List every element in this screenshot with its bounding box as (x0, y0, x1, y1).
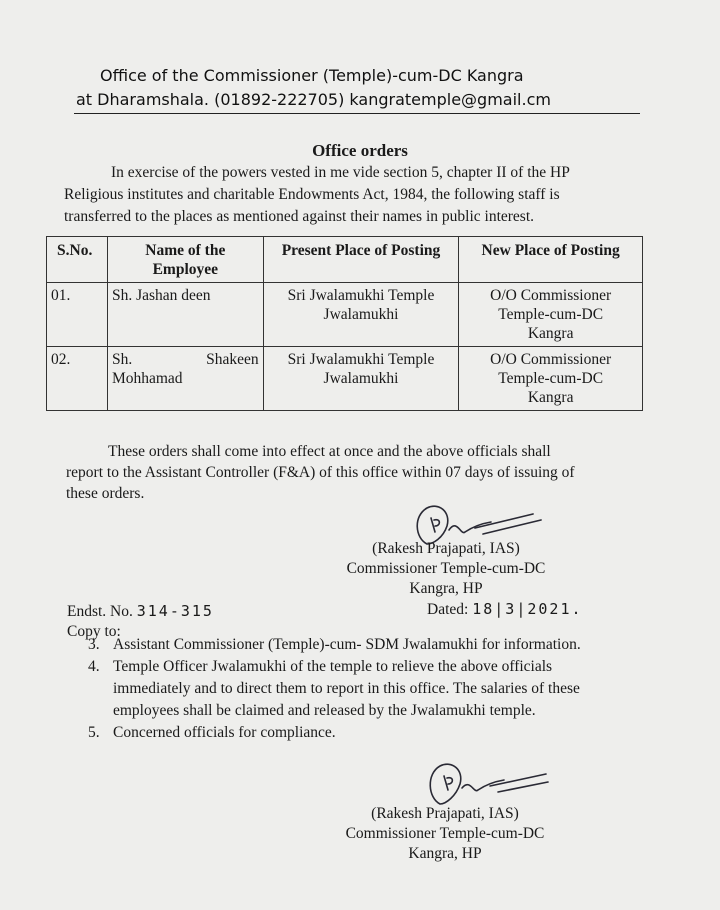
dated-value: 18|3|2021. (472, 600, 583, 618)
cell-name (107, 283, 263, 347)
list-item (88, 634, 653, 656)
new-line-3: Kangra (527, 325, 574, 342)
copy-to-label: Copy to: (67, 623, 121, 640)
intro-line: Religious institutes and charitable Endowments Act, 1984, the following staff is (64, 186, 560, 203)
signatory-name: (Rakesh Prajapati, IAS) (372, 540, 520, 557)
cell-present (263, 283, 459, 347)
column-header-present: Present Place of Posting (263, 237, 459, 283)
list-item-number: 4. (88, 658, 100, 675)
intro-paragraph (64, 162, 644, 228)
signatory-name: (Rakesh Prajapati, IAS) (371, 805, 519, 822)
letterhead-divider (74, 113, 640, 114)
list-item-text: employees shall be claimed and released by the Jwalamukhi temple. (113, 702, 536, 719)
column-header-name-line-2: Employee (152, 261, 219, 278)
present-line-1: Sri Jwalamukhi Temple (287, 287, 435, 304)
endorsement-label: Endst. No. (67, 603, 133, 620)
cell-sno: 01. (47, 283, 108, 347)
letterhead-line-2: at Dharamshala. (01892-222705) kangratemple@gmail.cm (76, 90, 551, 109)
letterhead (76, 64, 646, 112)
list-item (88, 656, 653, 722)
dated-field (427, 599, 583, 620)
column-header-name-line-1: Name of the (145, 242, 226, 259)
effect-line: these orders. (66, 485, 145, 502)
document-title: Office orders (312, 141, 408, 160)
column-header-new: New Place of Posting (459, 237, 643, 283)
effect-line: These orders shall come into effect at once and the above officials shall (108, 443, 551, 460)
signatory-designation: Commissioner Temple-cum-DC (346, 560, 546, 577)
effect-line: report to the Assistant Controller (F&A) of this office within 07 days of issuing of (66, 464, 575, 481)
column-header-sno: S.No. (47, 237, 108, 283)
new-line-1: O/O Commissioner (490, 287, 612, 304)
effect-paragraph (66, 441, 648, 504)
signatory-place: Kangra, HP (409, 580, 483, 597)
list-item-text: Concerned officials for compliance. (113, 724, 336, 741)
signatory-designation: Commissioner Temple-cum-DC (345, 825, 545, 842)
list-item-text: immediately and to direct them to report in this office. The salaries of these (113, 680, 580, 697)
letterhead-line-1: Office of the Commissioner (Temple)-cum-DC Kangra (100, 66, 524, 85)
intro-line: transferred to the places as mentioned against their names in public interest. (64, 208, 535, 225)
signature-block-1 (330, 539, 562, 599)
employee-name: Sh. Jashan deen (111, 287, 211, 304)
column-header-name (107, 237, 263, 283)
list-item-text: Temple Officer Jwalamukhi of the temple to relieve the above officials (113, 658, 553, 675)
cell-present (263, 347, 459, 411)
cell-new (459, 283, 643, 347)
endorsement-value: 314-315 (136, 602, 214, 620)
list-item-number: 5. (88, 724, 100, 741)
list-item-number: 3. (88, 636, 100, 653)
cell-new (459, 347, 643, 411)
endorsement-number (67, 601, 214, 622)
dated-label: Dated: (427, 601, 469, 618)
list-item (88, 722, 653, 744)
present-line-1: Sri Jwalamukhi Temple (287, 351, 435, 368)
cell-sno: 02. (47, 347, 108, 411)
present-line-2: Jwalamukhi (323, 370, 399, 387)
present-line-2: Jwalamukhi (323, 306, 399, 323)
signature-block-2 (320, 804, 570, 864)
table-row (47, 283, 643, 347)
new-line-1: O/O Commissioner (490, 351, 612, 368)
table-header-row (47, 237, 643, 283)
new-line-2: Temple-cum-DC (498, 306, 604, 323)
list-item-text: Assistant Commissioner (Temple)-cum- SDM Jwalamukhi for information. (113, 636, 581, 653)
cell-name (107, 347, 263, 411)
new-line-3: Kangra (527, 389, 574, 406)
transfer-table (46, 236, 643, 411)
employee-name-part: Shakeen (206, 351, 259, 368)
new-line-2: Temple-cum-DC (498, 370, 604, 387)
signatory-place: Kangra, HP (408, 845, 482, 862)
table-row (47, 347, 643, 411)
copy-list (88, 634, 653, 744)
employee-name-part: Mohhamad (111, 370, 183, 387)
intro-line: In exercise of the powers vested in me vide section 5, chapter II of the HP (111, 164, 570, 181)
employee-name-part: Sh. (111, 351, 133, 368)
